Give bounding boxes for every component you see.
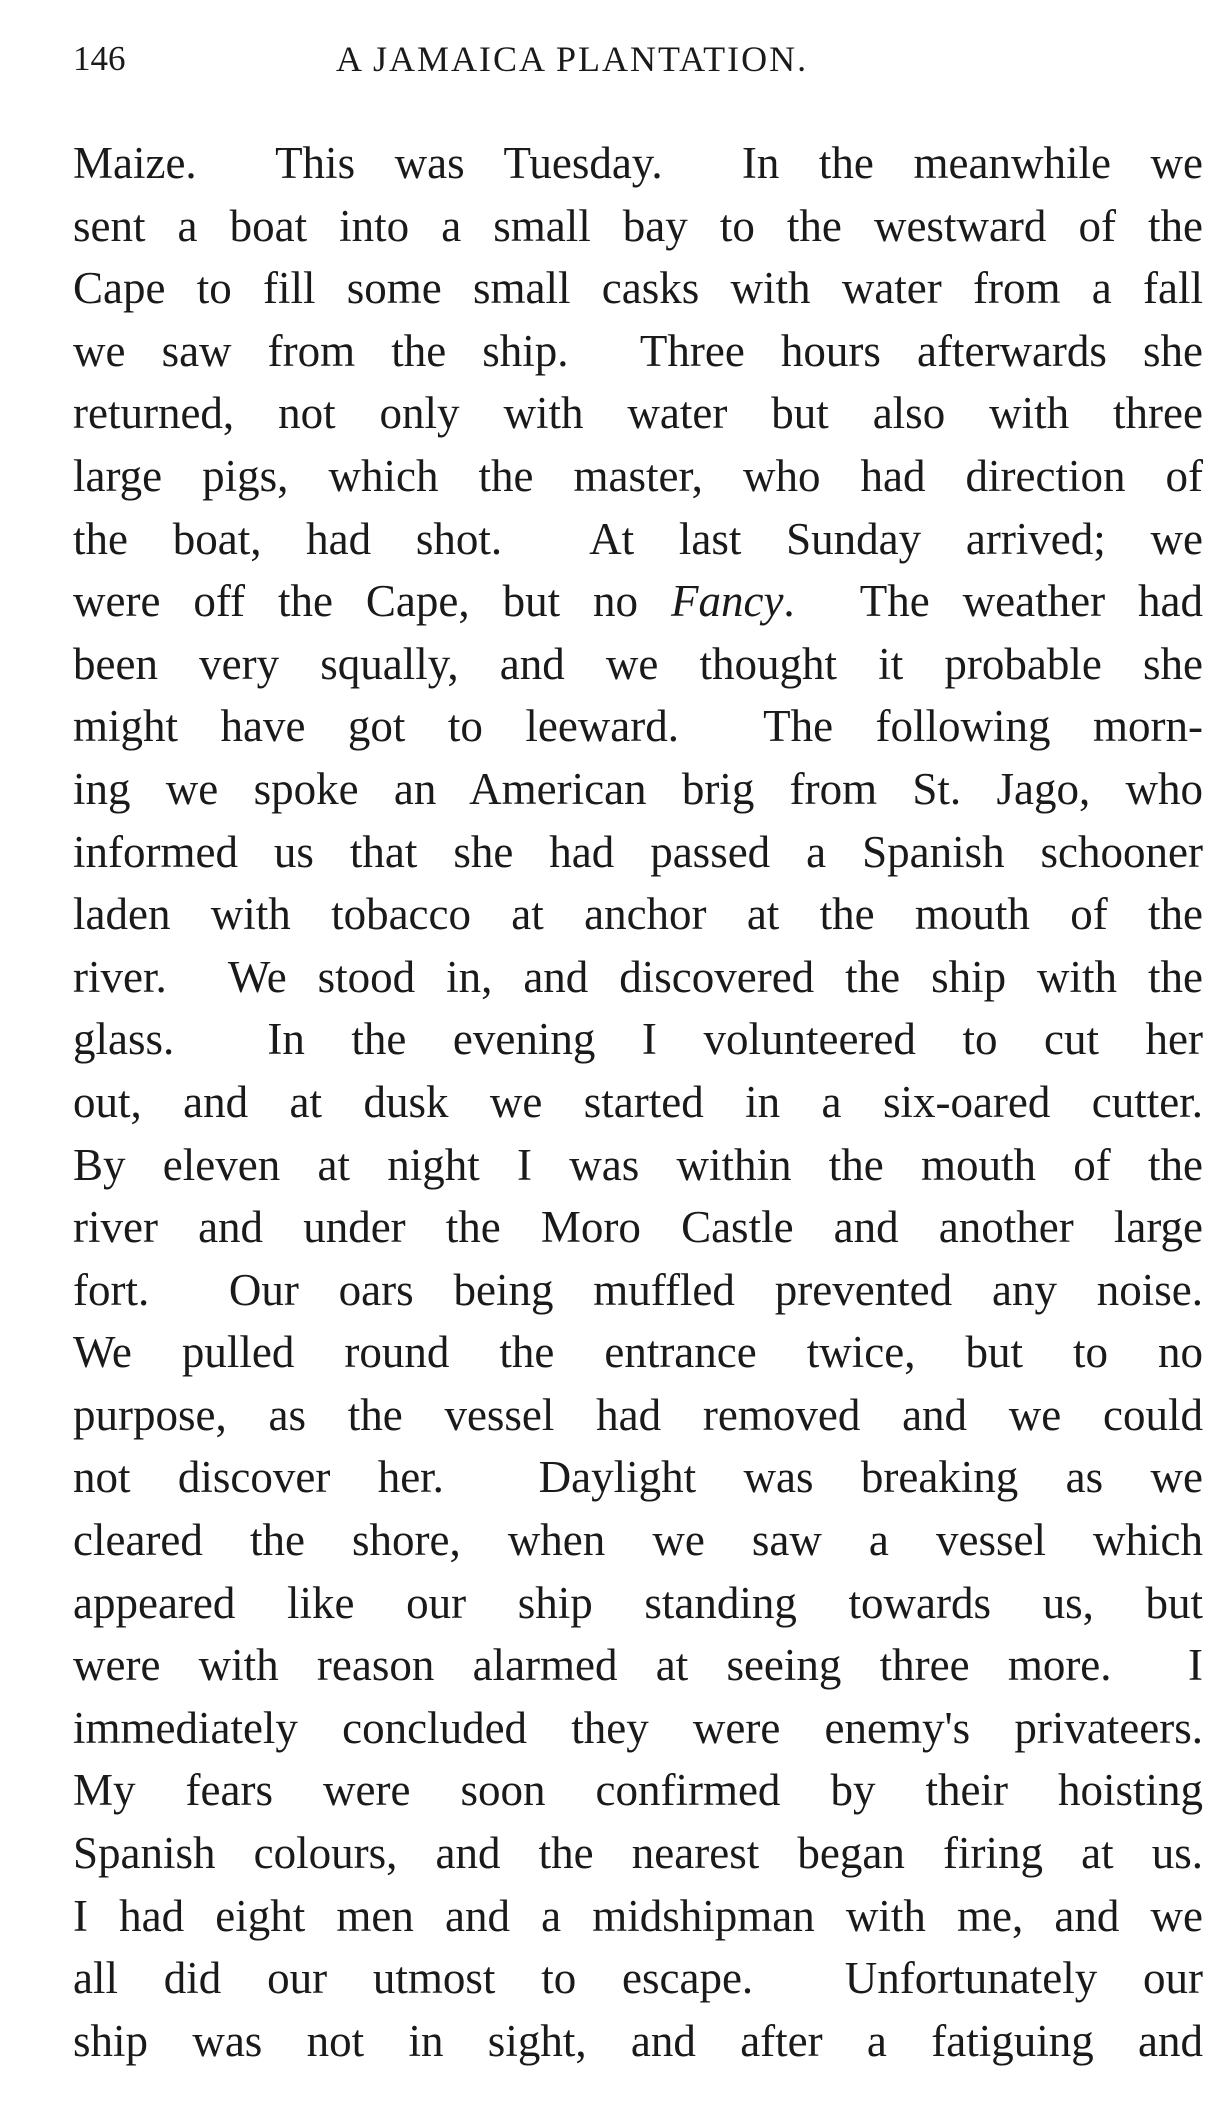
text-line: We pulled round the entrance twice, but to no (73, 1327, 1203, 1378)
text-line: ing we spoke an American brig from St. Jago, who (73, 763, 1203, 814)
running-title: A JAMAICA PLANTATION. (336, 39, 809, 79)
text-line: Spanish colours, and the nearest began firing at us. (73, 1828, 1203, 1879)
text-line: large pigs, which the master, who had direction of (73, 450, 1203, 501)
text-line: informed us that she had passed a Spanish schooner (73, 826, 1203, 877)
text-line: were off the Cape, but no Fancy. The weather had (73, 576, 1203, 627)
page-number: 146 (73, 39, 126, 78)
text-line: were with reason alarmed at seeing three more. I (73, 1640, 1203, 1691)
text-line: cleared the shore, when we saw a vessel which (73, 1515, 1203, 1566)
text-line: river. We stood in, and discovered the ship with the (73, 951, 1203, 1002)
text-line: By eleven at night I was within the mouth of the (73, 1139, 1203, 1190)
text-line: not discover her. Daylight was breaking as we (73, 1452, 1203, 1503)
text-line: we saw from the ship. Three hours afterwards she (73, 325, 1203, 376)
text-line: fort. Our oars being muffled prevented any noise. (73, 1264, 1203, 1315)
text-line: Cape to fill some small casks with water from a fall (73, 263, 1203, 314)
text-line: Maize. This was Tuesday. In the meanwhile we (73, 138, 1203, 188)
text-line: glass. In the evening I volunteered to cut her (73, 1014, 1203, 1065)
running-head (73, 34, 1203, 84)
text-line: returned, not only with water but also with three (73, 388, 1203, 439)
ship-name-fancy: Fancy (670, 576, 784, 627)
text-line: immediately concluded they were enemy's privateers. (73, 1702, 1203, 1753)
text-line: been very squally, and we thought it probable she (73, 638, 1203, 689)
text-line: appeared like our ship standing towards us, but (73, 1577, 1203, 1628)
text-line: all did our utmost to escape. Unfortunately our (73, 1953, 1203, 2004)
text-line: I had eight men and a midshipman with me, and we (73, 1890, 1203, 1941)
body-text (73, 132, 1203, 2072)
text-line: river and under the Moro Castle and another large (73, 1202, 1203, 1253)
text-line: the boat, had shot. At last Sunday arrived; we (73, 513, 1203, 564)
text-line: My fears were soon confirmed by their hoisting (73, 1765, 1203, 1816)
text-line: might have got to leeward. The following morn- (73, 701, 1203, 752)
text-line: ship was not in sight, and after a fatiguing and (73, 2015, 1203, 2066)
text-line: sent a boat into a small bay to the westward of the (73, 200, 1203, 251)
text-line: laden with tobacco at anchor at the mouth of the (73, 889, 1203, 940)
text-line: purpose, as the vessel had removed and we could (73, 1389, 1203, 1440)
text-line: out, and at dusk we started in a six-oared cutter. (73, 1076, 1203, 1127)
